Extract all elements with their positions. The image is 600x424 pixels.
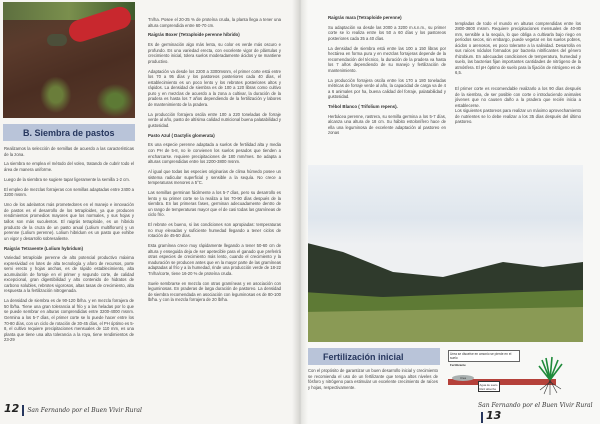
paragraph: Suele sembrarse en mezcla con otras gramíneas y en asociación con leguminosas. En praderas de larga duración de pastoreo. La densidad de siembra recomendada en asociación con leguminosas es de 80-100 lb/ha. y con la mezcla forrajera de 20 lb/ha.: [148, 280, 281, 303]
footer-title: San Fernando por el Buen Vivir Rural: [478, 402, 593, 409]
book-gutter: [292, 0, 308, 424]
paragraph: El primer corte es recomendable realizarlo a los 90 días después de la siembra, de ser posible con corte o introduciendo animales jóvenes que no causen daño a la pradera que recién inicia a establecerse. Los siguientes pastoreos para realizar un máximo aprovechamiento de nutrientes se lo debe realizar a los 35 días después del último pastoreo.: [455, 85, 581, 125]
paragraph: Esta gramínea crece muy rápidamente llegando a tener 50-60 cm de altura y enseguida deja de ser apetecible para el ganado que preferirá otras especies de crecimiento más lento, cuando el crecimiento y la maduración se producen antes que en la mayor parte de las gramíneas adaptadas al frío y a la humedad, rinde una producción verde de 18-22 Tn/ha/corte, tiene 16-20 % de proteína cruda.: [148, 243, 281, 276]
diagram-box: Agua de suelo Raíz absorbe: [478, 381, 500, 392]
subheading: Trébol Blanco ( Trifolium repens).: [328, 104, 398, 110]
plant-icon: [536, 356, 564, 396]
paragraph: Herbácea perenne, rastrera, su semilla germina a los 5-7 días, alcanza una altura de 18 cm. Su hábito estolonífero hace de ella una leguminosa de excelente adaptación al pastoreo en zonas: [328, 113, 446, 136]
pasture-landscape-photo: [303, 165, 583, 342]
right-column: [148, 17, 281, 307]
paragraph: Uno de los adelantos más prometedores en el manejo e innovación de pastos es el desarrollo de los tetraploides, ya que producen rendimientos promedios mayores que los normales, y sus hojas y tallos son más suculentos. El raigrás tetraploide, es un híbrido producto de la cruza de un pasto anual (Lolium multiflorum) y un perenne (Lolium perenne). Lolium hibridum es un pasto que exhibe un vigor y desarrollo sobresaliente.: [4, 202, 134, 241]
fertilizer-diagram: [448, 350, 566, 400]
section-banner-siembra: B. Siembra de pastos: [3, 124, 135, 141]
paragraph: Es de germinación algo más lenta, su color es verde más oscuro e profundo. Es una variedad erecta, con excelente vigor de plántulas y crecimiento inicial, tolera suelos moderadamente ácidos y se mantiene productivo.: [148, 42, 281, 64]
page-number: 12: [4, 402, 20, 415]
footer-title: San Fernando por el Buen Vivir Rural: [27, 407, 142, 414]
paragraph: Variedad tetraploide perenne de alto potencial productivo máxima expresividad en lotes de alta tecnología y aforo de recursos, porte semi erecto y hojas anchas, es de rápido establecimiento, alta acumulación de forraje en el primer y segundo corte, de calidad excepcional, gran digestibilidad y alto contenido de hidratos de carbono solubles, rebrotes vigorosos, altas tasas de crecimiento, alta respuesta a la fertilización nitrogenada.: [4, 255, 134, 294]
paragraph: Su adaptación va desde las 2000 a 3200 m.s.n.m., su primer corte se lo realiza entre los 50 a 60 días y los pastoreos posteriores cada 35 a 40 días.: [328, 24, 446, 41]
paragraph: El empleo de mezclas forrajeras con semillas adaptadas entre 2400 a 3200 msnm.: [4, 186, 134, 198]
subheading: Raigrás mara (Tetraploide perenne): [328, 15, 402, 20]
page-footer-left: [4, 402, 142, 416]
right-page: [300, 0, 600, 424]
subheading: Raigrás Boxer (Tetraploide perenne híbrido): [148, 32, 240, 38]
paragraph: templadas de todo el mundo en alturas comprendidas entre los 2800-3600 msnm. Requiere precipitaciones mensuales de 40-80 mm, sensible a la sequía, lo que obliga a cultivarla bajo riego en períodos secos, sin embargo, puede vegetar en los suelos pobres, ácidos o arenosos, es poco tolerante a la salinidad. Desarrolla en sus raíces nódulos formados por bacteria nitrificantes del género rhizobium. En adecuadas condiciones de temperatura, humedad y suelo, las bacterias fijan importantes cantidades de nitrógeno de la atmósfera. El pH óptimo de suelo para la fijación de nitrógeno es de 6,5.: [455, 20, 581, 76]
paragraph: La densidad de siembra es de 90-120 lb/ha. y en mezcla forrajera de 50 lb/ha. Tiene una gran tolerancia al frío y a las heladas por lo que se puede sembrar en alturas comprendidas entre 3200-4000 msnm. Germina a los 5-7 días, el primer corte se lo puede hacer entre los 70-80 días, con un ciclo de rotación de 30-45 días, el PH óptimo es 5-8, el cultivo requiere precipitaciones mensuales de 110 mm, es una planta que tiene una alta tolerancia a la roya, tiene rendimientos de 23-29: [4, 298, 134, 343]
paragraph: Tn/ha. Posee el 20-25 % de proteína cruda, la planta llega a tener una altura comprendida entre 60-70 cm.: [148, 17, 281, 28]
paragraph: Al igual que todas las especies originarias de clima húmedo posee un sistema radicular superficial y sensible a la sequía. No crece a temperaturas menores a 5°C.: [148, 168, 281, 186]
fertilizer-granule: Urea: [452, 375, 474, 381]
left-column: [4, 146, 134, 347]
diagram-caption: Urea se disuelve en amonio se pierde en el suelo: [448, 350, 520, 362]
paragraph: Realizamos la selección de semillas de acuerdo a las características de la zona.: [4, 146, 134, 157]
paragraph: La densidad de siembra está entre las 100 a 150 libras por hectárea en forma pura y en mezclas forrajeras depende de la recomendación del técnico, la duración de la pradera va hasta los 7 años dependiendo de su manejo y fertilización de mantenimiento.: [328, 45, 446, 73]
paragraph: Las semillas germinan fácilmente a los 5-7 días, pero su desarrollo es lento y su primer corte se la realiza a los 70-90 días después de la siembra. En las primeras fases, germinan adecuadamente dentro de un rango de temperaturas mayor que el de casi todas las gramíneas de ciclo frío.: [148, 190, 281, 218]
subheading: Raigrás Tetravente (Lolium hybridum): [4, 245, 83, 251]
paragraph: El rebrote es bueno, si las condiciones son apropiadas: temperaturas no muy elevadas y suficiente humedad llegando a tener ciclos de rotación de 45-50 días.: [148, 222, 281, 239]
sowing-photo: [3, 2, 135, 118]
paragraph: Luego de la siembra se sugiere tapar ligeramente la semilla 1-2 cm.: [4, 176, 130, 182]
page-footer-right: [478, 402, 600, 423]
paragraph: La producción forrajera oscila entre los 170 a 180 toneladas métricas de forraje verde al año, la capacidad de carga va de 4 a 6 animales por ha, buena calidad del forraje, palatabilidad y gustosidad.: [328, 77, 446, 100]
paragraph: La siembra se emplea el método del voleo, tratando de cubrir todo el área de manera uniforme.: [4, 161, 134, 173]
fertilization-paragraph: Con el propósito de garantizar un buen desarrollo inicial y crecimiento se recomienda el uso de un fertilizante que tenga altos niveles de fósforo y nitrógeno para estimular un excelente crecimiento de raíces y hojas, respectivamente.: [308, 368, 438, 390]
section-banner-fertilizacion: Fertilización inicial: [303, 348, 440, 365]
right-page-column-1: [328, 15, 446, 140]
right-page-column-2: [455, 15, 581, 135]
page-number: 13: [486, 409, 502, 422]
left-page: [0, 0, 298, 424]
paragraph: La producción forrajera oscila entre 100 a 220 toneladas de forraje verde al año, pasto de altísima calidad nutricional buena palatabilidad y gustosidad.: [148, 111, 281, 128]
paragraph: Adaptación va desde los 2200 a 3300msnm, el primer corte está entre los 70 a 95 días y los pastoreos posteriores cada 40 días, el establecimiento es un poco lento y los rebrotes posteriores altos y rápidos. La densidad de siembra es de 100 a 120 libras como cultivo puro y en mezclas de acuerdo a la zona a cultivar, la duración de la pradera es hasta los 7 años dependiendo de la fertilización y labores de mantenimiento de la pradera.: [148, 68, 281, 107]
diagram-label: Fertilizante: [450, 363, 466, 367]
subheading: Pasto Azul ( Dactylis glomerata): [148, 132, 215, 138]
paragraph: Es una especie perenne adaptada a suelos de fertilidad alta y media con PH de 5-8, no le convienen los suelos pesados que tienden a encharcarse. requiere precipitaciones de 180 mm/mes. Se adapta a alturas comprendidas entre los 2200-3800 msnm.: [148, 142, 281, 165]
